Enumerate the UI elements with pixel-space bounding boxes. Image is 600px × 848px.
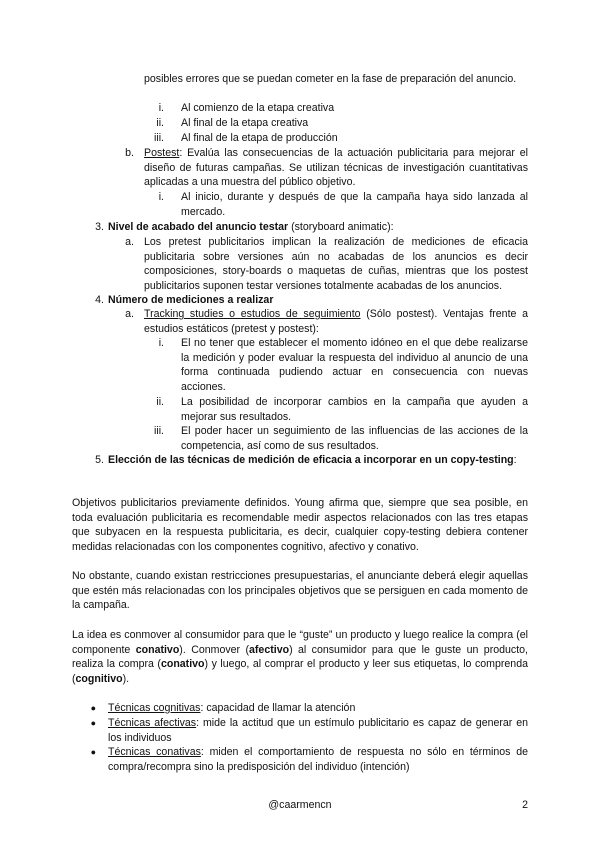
sub-item-text: El poder hacer un seguimiento de las influencias de las acciones de la competencia, así como de sus resultados.	[181, 425, 528, 452]
continuation-text: posibles errores que se puedan cometer en la fase de preparación del anuncio.	[144, 73, 517, 85]
bullet-term: Técnicas afectivas	[108, 717, 197, 729]
sub-item-number: iii.	[153, 425, 164, 437]
bullet-description: : mide la actitud que un estímulo publicitario es capaz de generar en los individuos	[108, 717, 529, 744]
term-postest: Postest	[144, 147, 180, 159]
text-run: ) al consumidor para que le guste un producto, realiza la compra (	[72, 643, 528, 671]
bullet-dot-icon: ●	[90, 718, 96, 728]
list-item-text: Los pretest publicitarios implican la realización de mediciones de eficacia publicitaria sobre versiones aún no acabadas de los anuncios es decir composiciones, story-boards o maquetas de cuñas, mientras que los postest publicitarios suponen testar versiones totalmente acabadas de los anuncios.	[144, 236, 528, 292]
bullet-text	[108, 745, 528, 774]
item4-heading: Número de mediciones a realizar	[108, 294, 274, 306]
sub-item-number: iii.	[153, 132, 164, 144]
sub-item-number: i.	[158, 102, 164, 114]
bullet-term: Técnicas cognitivas	[108, 702, 201, 714]
bullet-dot-icon: ●	[90, 747, 96, 757]
postest-description: : Evalúa las consecuencias de la actuación publicitaria para mejorar el diseño de futuras campañas. Se utilizan técnicas de investigación cuantitativas aplicadas a una muestra del público objetivo.	[144, 147, 528, 189]
sub-item-text: La posibilidad de incorporar cambios en la campaña que ayuden a mejorar sus resultados.	[181, 396, 528, 423]
list-item-text	[144, 146, 528, 190]
page-number: 2	[522, 799, 528, 811]
item5-heading: Elección de las técnicas de medición de eficacia a incorporar en un copy-testing	[108, 454, 514, 466]
list-letter: b.	[125, 147, 134, 159]
list-item-text	[144, 307, 528, 336]
bullet-dot-icon: ●	[90, 703, 96, 713]
bullet-text	[108, 716, 528, 745]
sub-item-number: ii.	[156, 117, 164, 129]
list-item-text	[108, 453, 528, 468]
list-letter: a.	[125, 308, 134, 320]
text-run: ).	[122, 672, 130, 685]
list-letter: a.	[125, 236, 134, 248]
paragraph-objectives: Objetivos publicitarios previamente definidos. Young afirma que, siempre que sea posible, en toda evaluación publicitaria es recomendable medir aspectos relacionados con las tres etapas que subyacen en la respuesta publicitaria, es decir, cualquier copy-testing debiera contener medidas relacionadas con los componentes cognitivo, afectivo y conativo.	[72, 497, 528, 553]
sub-item-text: Al inicio, durante y después de que la campaña haya sido lanzada al mercado.	[181, 191, 528, 218]
footer-handle: @caarmencn	[268, 799, 332, 811]
term-tracking-studies: Tracking studies o estudios de seguimiento	[144, 308, 361, 320]
list-number: 4.	[95, 294, 104, 306]
item3-note: (storyboard animatic):	[288, 221, 394, 233]
text-run: ). Conmover (	[179, 643, 250, 656]
item3-heading: Nivel de acabado del anuncio testar	[108, 221, 289, 233]
item5-colon: :	[513, 454, 517, 466]
sub-item-text: El no tener que establecer el momento idóneo en el que debe realizarse la medición y poder evaluar la respuesta del individuo al anuncio de una forma continuada pudiendo actuar en consecuencia con nuevas acciones.	[181, 337, 528, 393]
bold-term: cognitivo	[75, 672, 123, 685]
text-run: La idea es conmover al consumidor para que le “guste” un producto y luego realice la compra (el componente	[72, 629, 528, 656]
list-item-text	[108, 220, 528, 235]
bold-term: afectivo	[249, 643, 290, 656]
tracking-description: (Sólo postest). Ventajas frente a estudios estáticos (pretest y postest):	[144, 308, 528, 335]
sub-item-number: i.	[158, 191, 164, 203]
sub-item-number: ii.	[156, 396, 164, 408]
sub-item-text: Al final de la etapa creativa	[181, 117, 309, 129]
paragraph-budget: No obstante, cuando existan restricciones presupuestarias, el anunciante deberá elegir aquellas que estén más relacionadas con los principales objetivos que se persiguen en cada momento de la campaña.	[72, 570, 528, 612]
sub-item-number: i.	[158, 337, 164, 349]
bullet-description: : capacidad de llamar la atención	[200, 702, 356, 714]
text-run: ) y luego, al comprar el producto y leer sus etiquetas, lo comprenda (	[72, 658, 528, 685]
bold-term: conativo	[160, 658, 205, 671]
bullet-description: : miden el comportamiento de respuesta no sólo en términos de compra/recompra sino la predisposición del individuo (intención)	[108, 746, 528, 773]
sub-item-text: Al final de la etapa de producción	[181, 132, 338, 144]
bold-term: conativo	[135, 643, 180, 656]
list-number: 3.	[95, 221, 104, 233]
bullet-text	[108, 701, 528, 716]
bullet-term: Técnicas conativas	[108, 746, 201, 758]
paragraph-components	[72, 628, 528, 686]
sub-item-text: Al comienzo de la etapa creativa	[181, 102, 335, 114]
list-number: 5.	[95, 454, 104, 466]
